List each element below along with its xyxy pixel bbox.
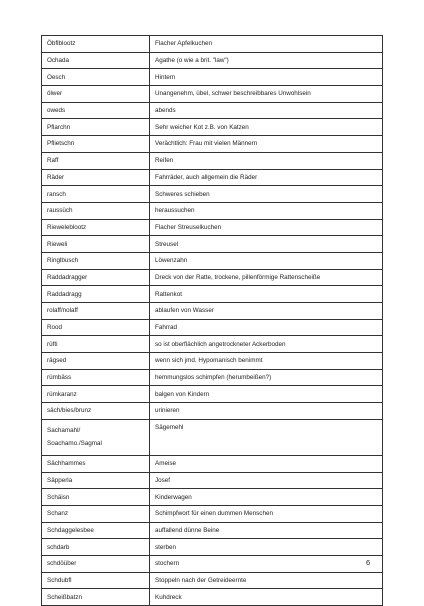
meaning-cell: Hintern xyxy=(150,69,383,86)
table-row xyxy=(42,136,383,153)
table-row xyxy=(42,252,383,269)
table-row xyxy=(42,236,383,253)
table-row xyxy=(42,589,383,606)
table-row xyxy=(42,539,383,556)
dialect-term-cell: Rieweleblootz xyxy=(42,219,150,236)
meaning-cell: Fahrräder, auch allgemein die Räder xyxy=(150,169,383,186)
meaning-cell: Rattenkot xyxy=(150,286,383,303)
table-row xyxy=(42,403,383,420)
dialect-term-cell: raussüch xyxy=(42,202,150,219)
meaning-cell: heraussuchen xyxy=(150,202,383,219)
dialect-term-cell: Raddadragg xyxy=(42,286,150,303)
dialect-term: Sachamahl/ xyxy=(47,426,81,434)
table-row xyxy=(42,505,383,522)
meaning-cell: abends xyxy=(150,102,383,119)
meaning-cell: auffallend dünne Beine xyxy=(150,522,383,539)
meaning-cell: Sägemehl xyxy=(150,419,383,455)
dialect-term-cell: rüfti xyxy=(42,336,150,353)
dialect-term-cell: Schdaggelesbee xyxy=(42,522,150,539)
dialect-term-continued: Soachamo./Sagmal xyxy=(47,439,102,447)
table-row xyxy=(42,472,383,489)
meaning-cell: Josef xyxy=(150,472,383,489)
meaning-cell: Stoppeln nach der Getreideernte xyxy=(150,572,383,589)
table-row xyxy=(42,353,383,370)
meaning-cell: hemmungslos schimpfen (herumbeißen?) xyxy=(150,369,383,386)
dialect-term-cell: rägsed xyxy=(42,353,150,370)
meaning-cell: balgen von Kindern xyxy=(150,386,383,403)
meaning-cell: urinieren xyxy=(150,403,383,420)
table-row xyxy=(42,69,383,86)
table-row xyxy=(42,52,383,69)
dialect-term-cell: oweds xyxy=(42,102,150,119)
meaning-cell: Dreck von der Ratte, trockene, pillenförmige Rattenscheiße xyxy=(150,269,383,286)
dialect-term-cell: rolaff/nolaff xyxy=(42,303,150,320)
table-row xyxy=(42,102,383,119)
dialect-term-cell: ölwer xyxy=(42,86,150,103)
dialect-term-cell: rümbäss xyxy=(42,369,150,386)
dialect-term-cell: Scheißbatzn xyxy=(42,589,150,606)
meaning-cell: Agathe (o wie a brit. "law") xyxy=(150,52,383,69)
meaning-cell: Kinderwagen xyxy=(150,489,383,506)
meaning-cell: Verächtlich: Frau mit vielen Männern xyxy=(150,136,383,153)
meaning-cell: Unangenehm, übel, schwer beschreibbares Unwohlsein xyxy=(150,86,383,103)
meaning-cell: Fahrrad xyxy=(150,319,383,336)
table-row xyxy=(42,489,383,506)
table-row xyxy=(42,522,383,539)
meaning-cell: Reifen xyxy=(150,152,383,169)
dialect-term-cell: Öbflblootz xyxy=(42,36,150,53)
dialect-term-cell: Rood xyxy=(42,319,150,336)
dialect-term-cell: ransch xyxy=(42,186,150,203)
dialect-term-cell: Pflietschn xyxy=(42,136,150,153)
meaning-cell: Löwenzahn xyxy=(150,252,383,269)
table-row xyxy=(42,186,383,203)
meaning-cell: Sehr weicher Kot z.B. von Katzen xyxy=(150,119,383,136)
dialect-term-cell: Sächhammes xyxy=(42,455,150,472)
dialect-term-cell: schdöüber xyxy=(42,555,150,572)
dialect-term-cell: Schanz xyxy=(42,505,150,522)
dialect-term-cell: Schäisn xyxy=(42,489,150,506)
dialect-term-cell: Raddadragger xyxy=(42,269,150,286)
dialect-term-cell xyxy=(42,419,150,455)
table-row xyxy=(42,202,383,219)
dialect-term-cell: Schdubfl xyxy=(42,572,150,589)
meaning-cell: Flacher Apfelkuchen xyxy=(150,36,383,53)
dialect-term-cell: Ochada xyxy=(42,52,150,69)
meaning-cell: stochern xyxy=(150,555,383,572)
table-row xyxy=(42,86,383,103)
dialect-term-cell: Ringlbusch xyxy=(42,252,150,269)
meaning-cell: so ist oberflächlich angetrockneter Ackerboden xyxy=(150,336,383,353)
meaning-cell: sterben xyxy=(150,539,383,556)
dialect-term-cell: Oesch xyxy=(42,69,150,86)
table-row xyxy=(42,303,383,320)
dialect-term-cell: Raff xyxy=(42,152,150,169)
meaning-cell: wenn sich jmd. Hypomanisch benimmt xyxy=(150,353,383,370)
meaning-cell: ablaufen von Wasser xyxy=(150,303,383,320)
dialect-term-cell: schdarb xyxy=(42,539,150,556)
dialect-term-cell: Rieweli xyxy=(42,236,150,253)
glossary-table xyxy=(41,35,383,606)
meaning-cell: Kuhdreck xyxy=(150,589,383,606)
table-row xyxy=(42,219,383,236)
table-row xyxy=(42,336,383,353)
table-row xyxy=(42,269,383,286)
dialect-term-cell: rümkaranz xyxy=(42,386,150,403)
table-row xyxy=(42,152,383,169)
table-row xyxy=(42,169,383,186)
meaning-cell: Flacher Streuselkuchen xyxy=(150,219,383,236)
glossary-table-body xyxy=(42,36,383,606)
dialect-term-cell: Pflarchn xyxy=(42,119,150,136)
table-row xyxy=(42,572,383,589)
dialect-term-cell: Säpperla xyxy=(42,472,150,489)
table-row xyxy=(42,419,383,455)
table-row xyxy=(42,286,383,303)
table-row xyxy=(42,369,383,386)
meaning-cell: Schimpfwort für einen dummen Menschen xyxy=(150,505,383,522)
page-number: 6 xyxy=(366,558,371,567)
table-row xyxy=(42,119,383,136)
meaning-cell: Ameise xyxy=(150,455,383,472)
table-row xyxy=(42,36,383,53)
table-row xyxy=(42,455,383,472)
meaning-cell: Streusel xyxy=(150,236,383,253)
dialect-term-cell: säch/bies/brunz xyxy=(42,403,150,420)
table-row xyxy=(42,555,383,572)
dialect-term-cell: Räder xyxy=(42,169,150,186)
meaning-cell: Schweres schieben xyxy=(150,186,383,203)
table-row xyxy=(42,386,383,403)
table-row xyxy=(42,319,383,336)
